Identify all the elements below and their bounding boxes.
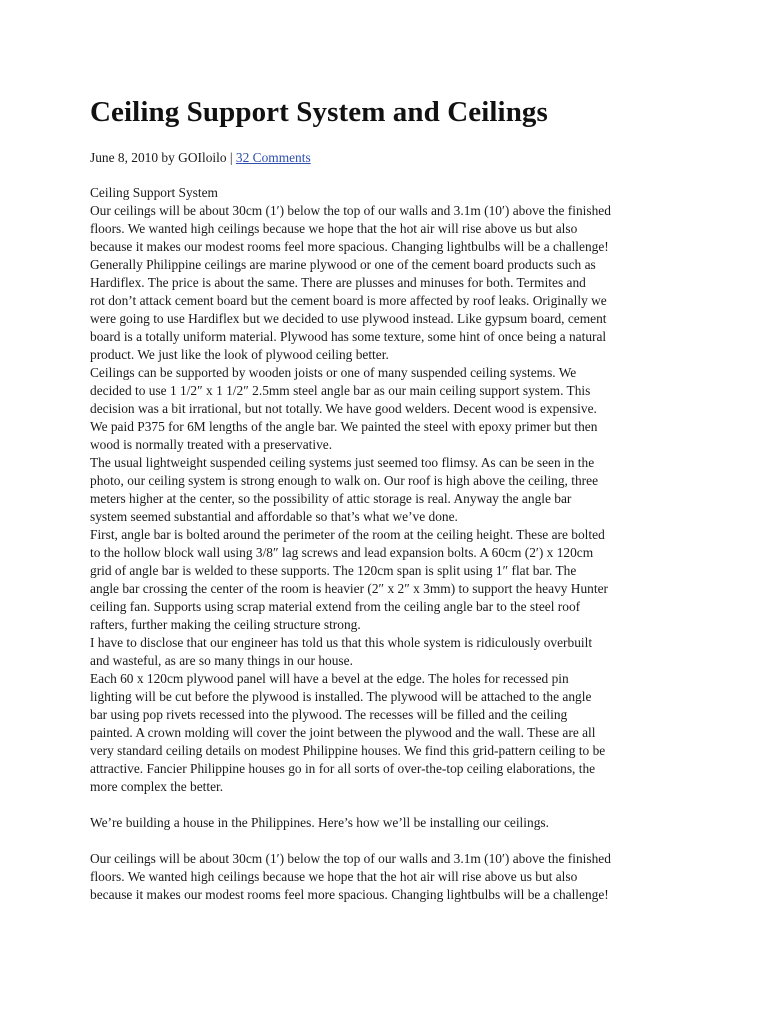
paragraph: First, angle bar is bolted around the perimeter of the room at the ceiling height. These are bolted to the hollow block wall using 3/8″ lag screws and lead expansion bolts. A 60cm (2′) x 120cm grid of angle bar is welded to these supports. The 120cm span is split using 1″ flat bar. The angle bar crossing the center of the room is heavier (2″ x 2″ x 3mm) to support the heavy Hunter ceiling fan. Supports using scrap material extend from the ceiling angle bar to the steel roof rafters, further making the ceiling structure strong.	[90, 527, 608, 632]
post-author: GOIloilo	[178, 150, 227, 165]
paragraph: We’re building a house in the Philippines. Here’s how we’ll be installing our ceilings.	[90, 815, 549, 830]
paragraph: Our ceilings will be about 30cm (1′) below the top of our walls and 3.1m (10′) above the finished floors. We wanted high ceilings because we hope that the hot air will rise above us but also because it makes our modest rooms feel more spacious. Changing lightbulbs will be a challenge!	[90, 203, 611, 254]
article-title: Ceiling Support System and Ceilings	[90, 96, 548, 128]
paragraph: Generally Philippine ceilings are marine plywood or one of the cement board products such as Hardiflex. The price is about the same. There are plusses and minuses for both. Termites and rot don’t attack cement board but the cement board is more affected by roof leaks. Originally we were going to use Hardiflex but we decided to use plywood instead. Like gypsum board, cement board is a totally uniform material. Plywood has some texture, some hint of once being a natural product. We just like the look of plywood ceiling better.	[90, 257, 607, 362]
paragraph: Ceiling Support System	[90, 185, 218, 200]
paragraph: The usual lightweight suspended ceiling systems just seemed too flimsy. As can be seen in the photo, our ceiling system is strong enough to walk on. Our roof is high above the ceiling, three meters higher at the center, so the possibility of attic storage is real. Anyway the angle bar system seemed substantial and affordable so that’s what we’ve done.	[90, 455, 599, 524]
article	[90, 92, 690, 904]
by-text: by	[158, 150, 179, 165]
paragraph: Ceilings can be supported by wooden joists or one of many suspended ceiling systems. We decided to use 1 1/2″ x 1 1/2″ 2.5mm steel angle bar as our main ceiling support system. This decision was a bit irrational, but not totally. We have good welders. Decent wood is expensive. We paid P375 for 6M lengths of the angle bar. We painted the steel with epoxy primer but then wood is normally treated with a preservative.	[90, 365, 598, 452]
paragraph: I have to disclose that our engineer has told us that this whole system is ridiculously overbuilt and wasteful, as are so many things in our house.	[90, 635, 593, 668]
paragraph: Our ceilings will be about 30cm (1′) below the top of our walls and 3.1m (10′) above the finished floors. We wanted high ceilings because we hope that the hot air will rise above us but also because it makes our modest rooms feel more spacious. Changing lightbulbs will be a challenge!	[90, 851, 611, 902]
paragraph: Each 60 x 120cm plywood panel will have a bevel at the edge. The holes for recessed pin lighting will be cut before the plywood is installed. The plywood will be attached to the angle bar using pop rivets recessed into the plywood. The recesses will be filled and the ceiling painted. A crown molding will cover the joint between the plywood and the wall. These are all very standard ceiling details on modest Philippine houses. We find this grid-pattern ceiling to be attractive. Fancier Philippine houses go in for all sorts of over-the-top ceiling elaborations, the more complex the better.	[90, 671, 606, 794]
comments-link[interactable]: 32 Comments	[235, 150, 311, 165]
article-meta	[90, 149, 690, 167]
meta-separator: |	[226, 150, 236, 165]
article-body	[90, 184, 690, 904]
post-date: June 8, 2010	[90, 150, 159, 165]
